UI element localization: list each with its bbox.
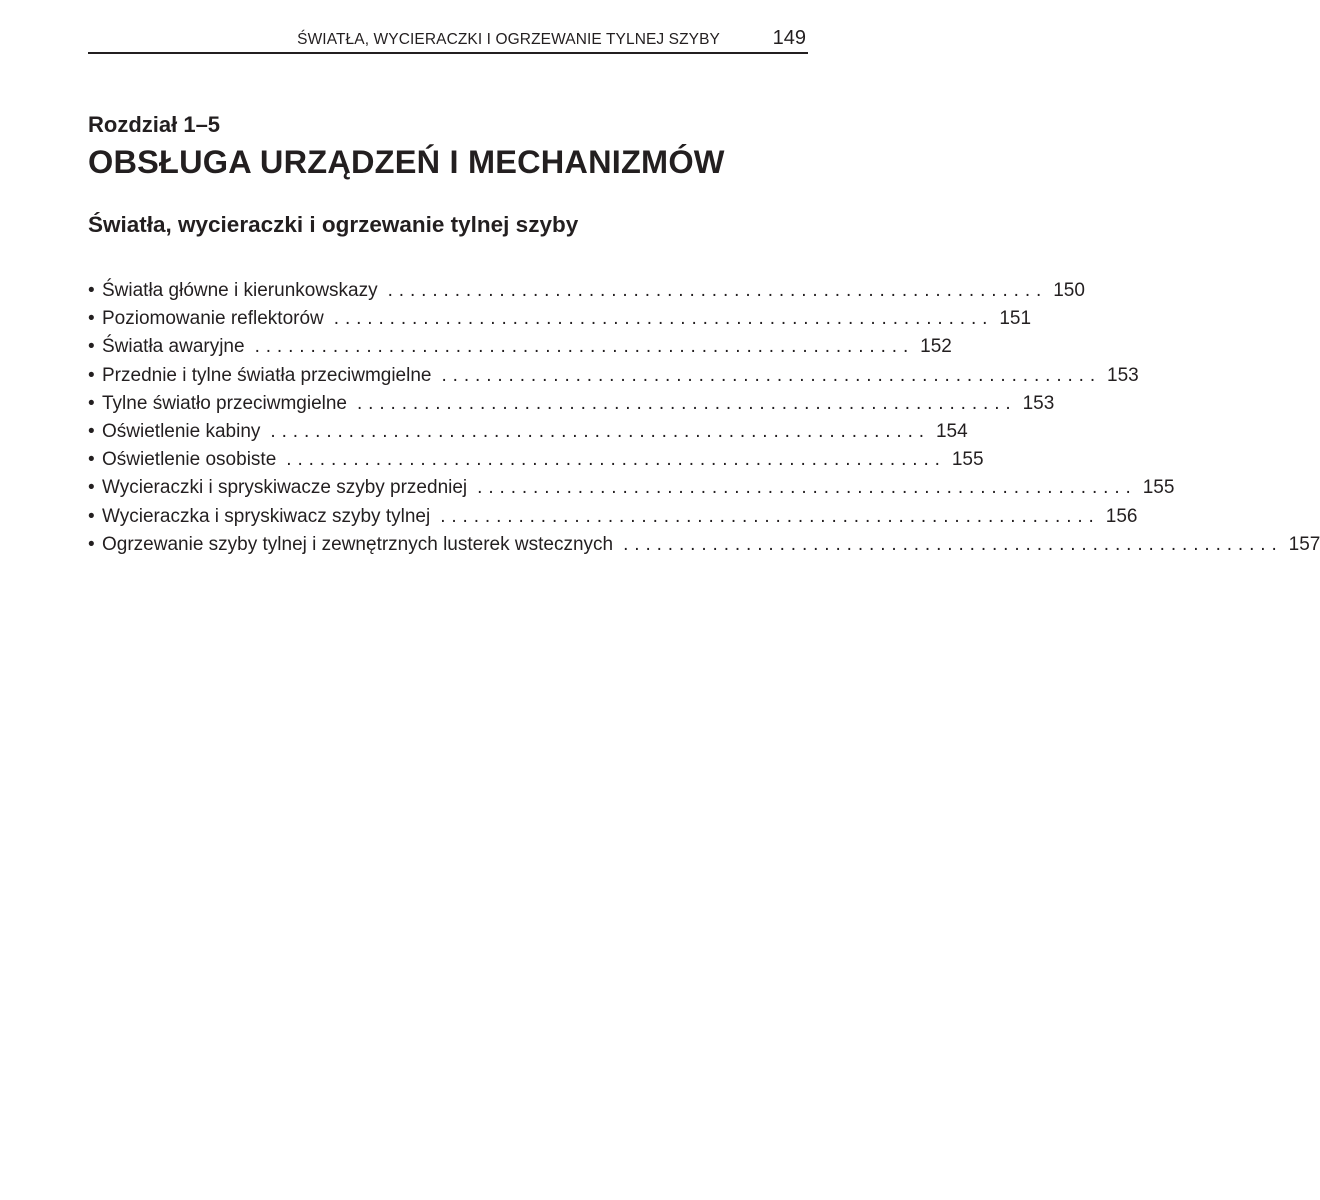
section-title: Światła, wycieraczki i ogrzewanie tylnej szyby bbox=[88, 212, 579, 237]
toc-entry-label: Wycieraczki i spryskiwacze szyby przedniej bbox=[102, 477, 468, 499]
toc-entry-label: Oświetlenie osobiste bbox=[102, 449, 277, 471]
toc-entry-page: 151 bbox=[999, 308, 1032, 330]
dot-leader: ........................................................... bbox=[333, 308, 994, 330]
bullet-icon: • bbox=[88, 280, 95, 301]
toc-entry-label: Ogrzewanie szyby tylnej i zewnętrznych lusterek wstecznych bbox=[102, 533, 614, 555]
toc-entry-interior-lighting[interactable] bbox=[88, 420, 968, 449]
dot-leader: ........................................................... bbox=[357, 392, 1017, 414]
bullet-icon: • bbox=[88, 533, 95, 555]
toc-entry-page: 153 bbox=[1022, 392, 1055, 414]
toc-entry-rear-fog-light[interactable] bbox=[88, 392, 1055, 421]
bullet-icon: • bbox=[88, 336, 95, 358]
chapter-label: Rozdział 1–5 bbox=[88, 112, 221, 137]
toc-entry-label: Wycieraczka i spryskiwacz szyby tylnej bbox=[102, 505, 431, 527]
toc-entry-front-rear-fog-lights[interactable] bbox=[88, 364, 1139, 393]
dot-leader: ........................................................... bbox=[441, 364, 1102, 386]
dot-leader: ........................................................... bbox=[286, 449, 946, 471]
table-of-contents bbox=[88, 280, 1320, 562]
toc-entry-page: 153 bbox=[1107, 364, 1139, 386]
toc-entry-page: 150 bbox=[1053, 280, 1085, 301]
toc-entry-headlight-leveling[interactable] bbox=[88, 308, 1032, 336]
toc-entry-page: 155 bbox=[951, 449, 984, 471]
toc-entry-page: 157 bbox=[1288, 533, 1320, 555]
dot-leader: ........................................................... bbox=[477, 477, 1137, 499]
toc-entry-label: Poziomowanie reflektorów bbox=[102, 308, 324, 330]
toc-entry-front-wipers-washers[interactable] bbox=[88, 477, 1175, 505]
toc-entry-label: Przednie i tylne światła przeciwmgielne bbox=[102, 364, 432, 386]
chapter-title: OBSŁUGA URZĄDZEŃ I MECHANIZMÓW bbox=[88, 144, 725, 180]
toc-entry-page: 154 bbox=[935, 420, 968, 442]
dot-leader: ........................................................... bbox=[270, 420, 930, 442]
toc-entry-label: Tylne światło przeciwmgielne bbox=[102, 392, 347, 414]
bullet-icon: • bbox=[88, 364, 95, 386]
toc-entry-rear-window-mirror-defogger[interactable] bbox=[88, 533, 1320, 562]
running-header bbox=[88, 26, 808, 54]
bullet-icon: • bbox=[88, 392, 95, 414]
toc-entry-page: 155 bbox=[1142, 477, 1175, 499]
toc-entry-hazard-lights[interactable] bbox=[88, 336, 952, 364]
page-number: 149 bbox=[772, 27, 806, 49]
bullet-icon: • bbox=[88, 308, 95, 330]
dot-leader: ........................................................... bbox=[254, 336, 915, 358]
bullet-icon: • bbox=[88, 420, 95, 442]
dot-leader: ........................................................... bbox=[440, 505, 1100, 527]
toc-entry-personal-lights[interactable] bbox=[88, 449, 984, 477]
dot-leader: ........................................................... bbox=[623, 533, 1283, 555]
toc-entry-headlights-turn-signals[interactable] bbox=[88, 280, 1085, 308]
toc-entry-label: Oświetlenie kabiny bbox=[102, 420, 261, 442]
bullet-icon: • bbox=[88, 505, 95, 527]
toc-entry-label: Światła główne i kierunkowskazy bbox=[102, 280, 378, 301]
toc-entry-label: Światła awaryjne bbox=[102, 336, 245, 358]
toc-entry-page: 156 bbox=[1105, 505, 1138, 527]
bullet-icon: • bbox=[88, 449, 95, 471]
toc-entry-page: 152 bbox=[920, 336, 952, 358]
toc-entry-rear-wiper-washer[interactable] bbox=[88, 505, 1138, 534]
running-title: ŚWIATŁA, WYCIERACZKI I OGRZEWANIE TYLNEJ SZYBY bbox=[297, 31, 720, 48]
bullet-icon: • bbox=[88, 477, 95, 499]
dot-leader: ........................................................... bbox=[387, 280, 1048, 301]
